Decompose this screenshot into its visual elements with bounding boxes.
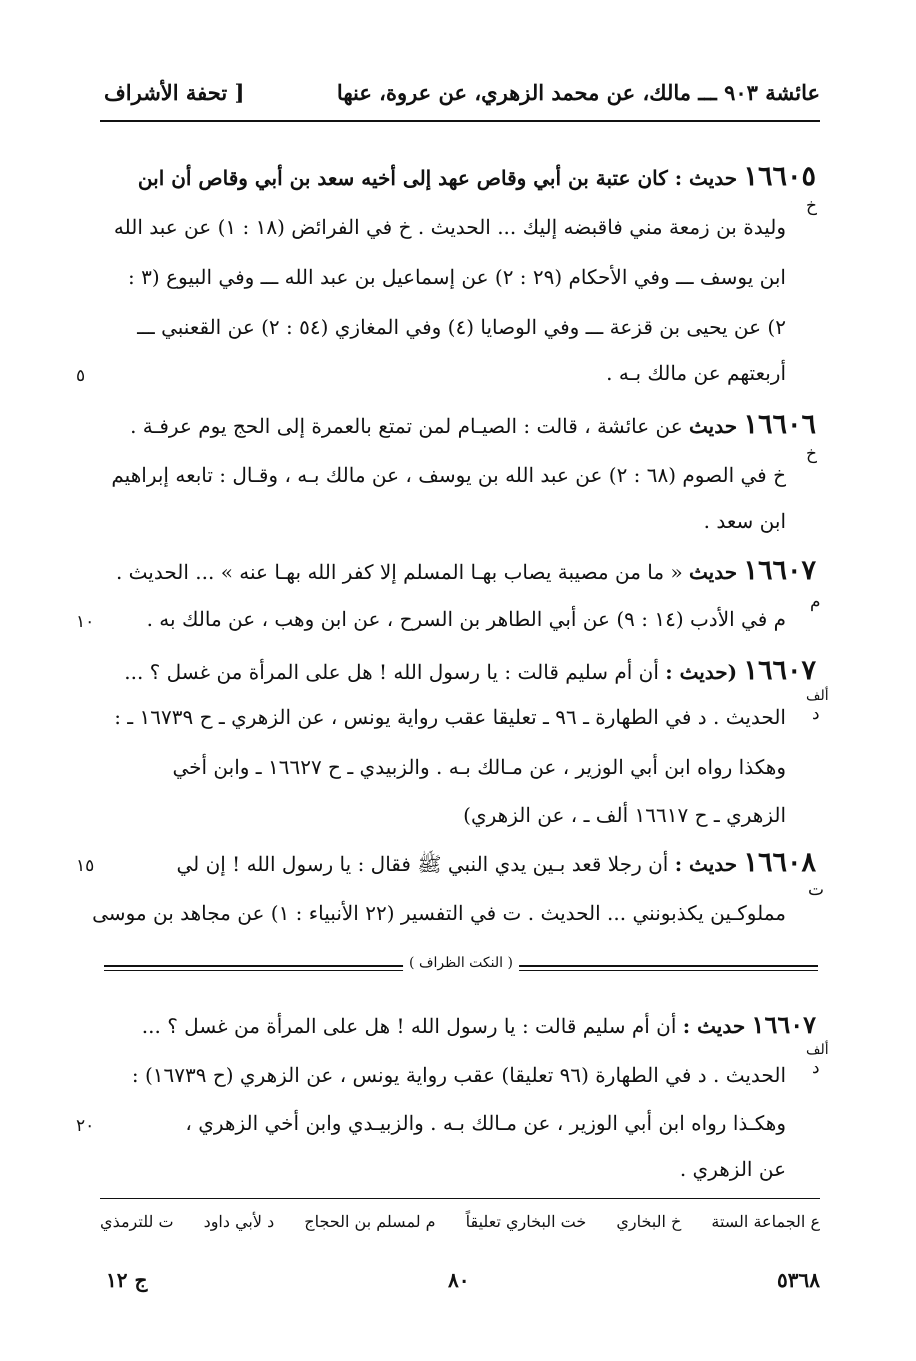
- entry-16607a-line-4: الزهري ـ ح ١٦٦١٧ ألف ـ ، عن الزهري): [463, 803, 786, 827]
- legend-item: ع الجماعة الستة: [711, 1212, 820, 1231]
- footer-rule: [100, 1198, 820, 1199]
- hadith-text: « ما من مصيبة يصاب بهـا المسلم إلا كفر الله بهـا عنه » ... الحديث .: [115, 560, 690, 584]
- nukat-line-1: [142, 1010, 816, 1041]
- entry-16607a-line-1: [124, 656, 816, 687]
- hadith-lead: حديث :: [682, 1014, 746, 1038]
- line-number: ١٥: [76, 856, 95, 876]
- book-title: [ تحفة الأشراف: [104, 80, 245, 105]
- hadith-text: عن عائشة ، قالت : الصيـام لمن تمتع بالعمرة إلى الحج يوم عرفـة .: [130, 414, 690, 438]
- entry-16607a-line-2: الحديث . د في الطهارة ـ ٩٦ ـ تعليقا عقب رواية يونس ، عن الزهري ـ ح ١٦٧٣٩ ـ :: [114, 705, 786, 729]
- legend-item: خ البخاري: [616, 1212, 682, 1231]
- hadith-number: ١٦٦٠٥: [743, 161, 816, 192]
- legend-item: د لأبي داود: [203, 1212, 275, 1231]
- legend-item: خت البخاري تعليقاً: [465, 1212, 587, 1231]
- hadith-lead: حديث: [689, 560, 738, 584]
- hadith-text: أن رجلا قعد بـين يدي النبي ﷺ فقال : يا رسول الله ! إن لي: [176, 852, 675, 876]
- entry-16606-line-2: خ في الصوم (٦٨ : ٢) عن عبد الله بن يوسف ، عن مالك بـه ، وقـال : تابعه إبراهيم: [111, 463, 786, 487]
- source-marker-sub: ألف: [806, 688, 829, 704]
- entry-16605-line-3: ابن يوسف ـــ وفي الأحكام (٢٩ : ٢) عن إسماعيل بن عبد الله ـــ وفي البيوع (٣ :: [128, 265, 786, 289]
- source-marker: د: [812, 1058, 820, 1078]
- entry-16607a-line-3: وهكذا رواه ابن أبي الوزير ، عن مـالك بـه . والزبيدي ـ ح ١٦٦٢٧ ـ وابن أخي: [172, 755, 786, 779]
- header-rule: [100, 120, 820, 122]
- nukat-line-4: عن الزهري .: [679, 1157, 786, 1181]
- serial-number: ٥٣٦٨: [777, 1268, 820, 1292]
- entry-16605-line-4: ٢) عن يحيى بن قزعة ـــ وفي الوصايا (٤) وفي المغازي (٥٤ : ٢) عن القعنبي ـــ: [137, 315, 786, 339]
- hadith-lead: حديث: [689, 414, 738, 438]
- hadith-number: ١٦٦٠٧: [743, 555, 816, 586]
- hadith-lead: حديث :: [674, 852, 738, 876]
- hadith-lead: حديث : كان عتبة بن أبي وقاص عهد إلى أخيه سعد بن أبي وقاص أن ابن: [137, 166, 738, 190]
- legend-item: ت للترمذي: [100, 1212, 174, 1231]
- legend-item: م لمسلم بن الحجاج: [304, 1212, 436, 1231]
- entry-16607-line-2: م في الأدب (١٤ : ٩) عن أبي الطاهر بن السرح ، عن ابن وهب ، عن مالك به .: [146, 607, 786, 631]
- running-header: عائشة ٩٠٣ ـــ مالك، عن محمد الزهري، عن عروة، عنها: [336, 80, 820, 105]
- entry-16606-line-1: [130, 410, 816, 441]
- line-number: ٥: [76, 366, 86, 386]
- hadith-text: أن أم سليم قالت : يا رسول الله ! هل على المرأة من غسل ؟ ...: [141, 1014, 683, 1038]
- source-marker: د: [812, 704, 820, 724]
- hadith-number: ١٦٦٠٨: [743, 847, 816, 878]
- nukat-line-2: الحديث . د في الطهارة (٩٦ تعليقا) عقب رواية يونس ، عن الزهري (ح ١٦٧٣٩) :: [131, 1063, 786, 1087]
- entry-16605-line-1: [138, 162, 816, 193]
- source-marker-sub: ألف: [806, 1042, 829, 1058]
- volume-number: ج ١٢: [106, 1268, 148, 1292]
- source-marker: م: [810, 592, 821, 612]
- separator-label: ( النكت الظراف ): [403, 955, 519, 971]
- nukat-line-3: وهكـذا رواه ابن أبي الوزير ، عن مـالك بـه . والزبيـدي وابن أخي الزهري ،: [185, 1111, 786, 1135]
- page-number: ٨٠: [448, 1268, 470, 1292]
- hadith-text: أن أم سليم قالت : يا رسول الله ! هل على المرأة من غسل ؟ ...: [124, 660, 666, 684]
- nukat-separator: [104, 955, 818, 976]
- hadith-number: ١٦٦٠٧: [751, 1010, 816, 1039]
- source-marker: خ: [806, 444, 817, 464]
- hadith-number: ١٦٦٠٧: [743, 655, 816, 686]
- hadith-lead: (حديث :: [665, 660, 738, 684]
- hadith-number: ١٦٦٠٦: [743, 409, 816, 440]
- entry-16608-line-1: [176, 848, 816, 879]
- source-marker: خ: [806, 196, 817, 216]
- entry-16608-line-2: مملوكـين يكذبونني ... الحديث . ت في التفسير (٢٢ الأنبياء : ١) عن مجاهد بن موسى: [92, 901, 786, 925]
- abbreviation-legend: [100, 1212, 820, 1231]
- line-text: أربعتهم عن مالك بـه .: [606, 361, 786, 385]
- line-number: ١٠: [76, 612, 95, 632]
- entry-16607-line-1: [116, 556, 816, 587]
- entry-16605-line-2: وليدة بن زمعة مني فاقبضه إليك ... الحديث . خ في الفرائض (١٨ : ١) عن عبد الله: [113, 215, 786, 239]
- line-number: ٢٠: [76, 1116, 95, 1136]
- source-marker: ت: [808, 880, 825, 900]
- entry-16606-line-3: ابن سعد .: [703, 509, 786, 533]
- entry-16605-line-5: [606, 358, 786, 388]
